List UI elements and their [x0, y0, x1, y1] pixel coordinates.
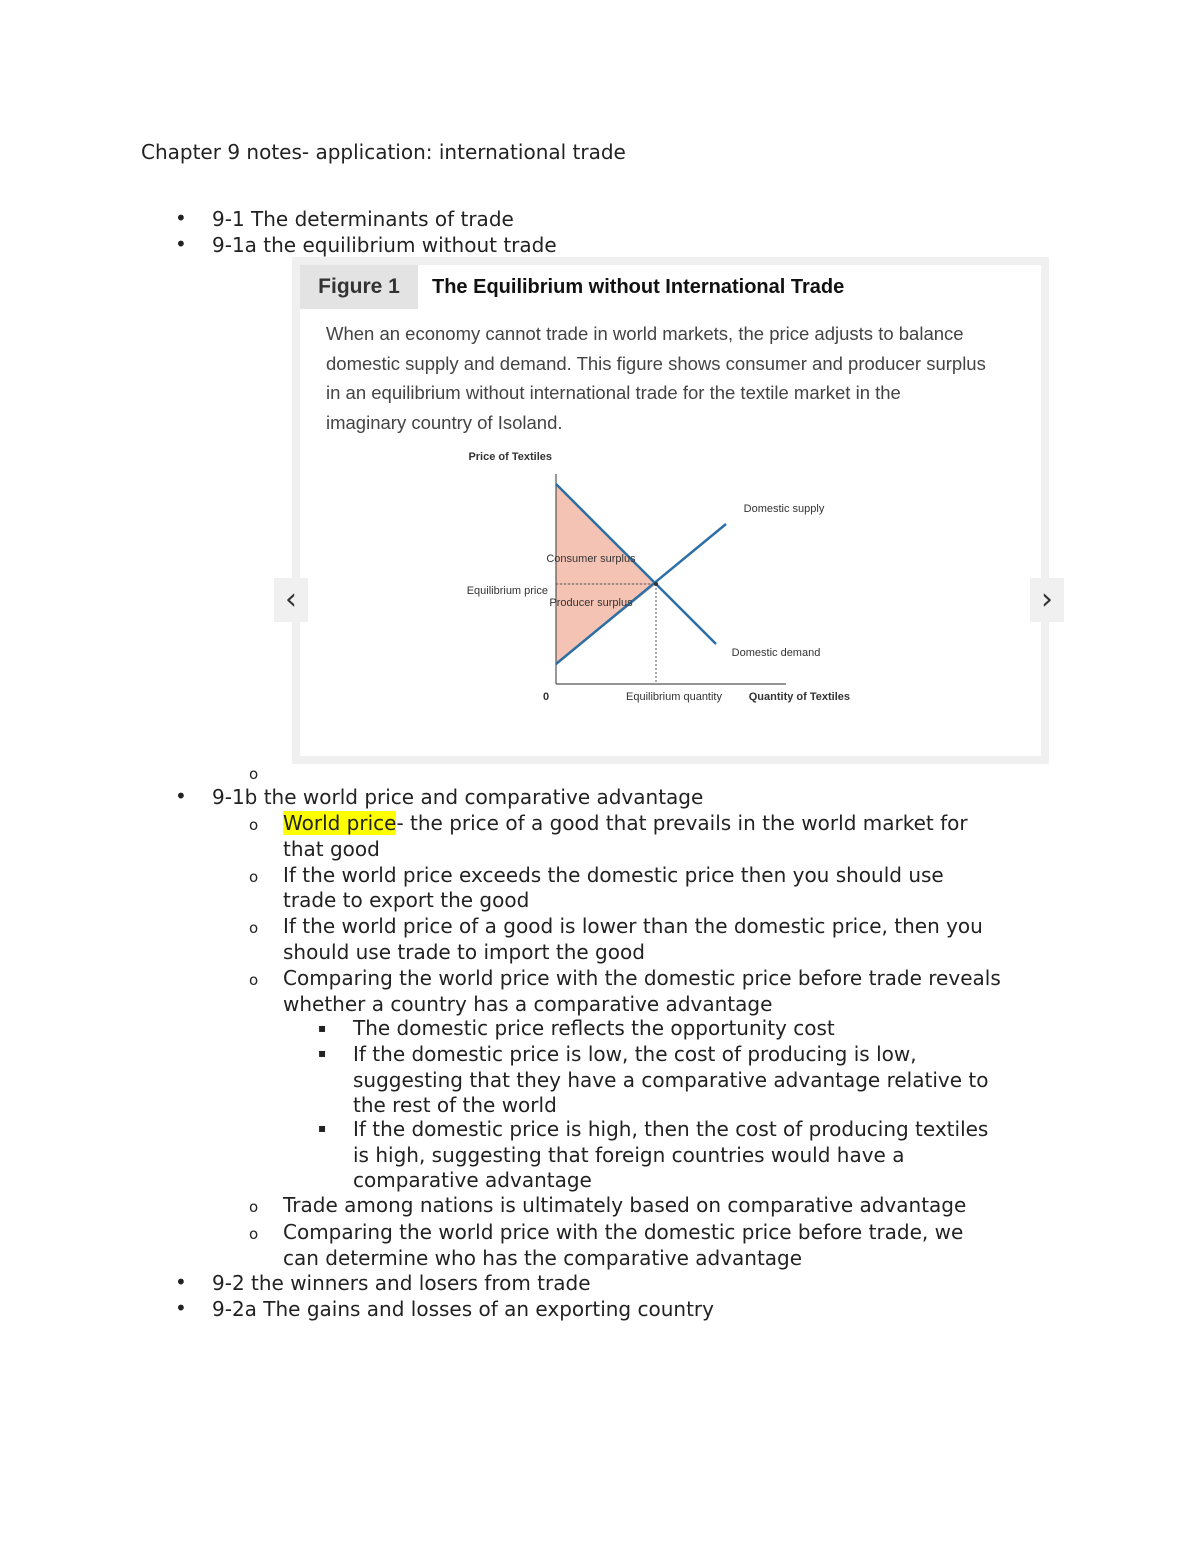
caption-line: in an equilibrium without international trade for the textile market in the: [326, 382, 901, 403]
list-item: World price- the price of a good that prevails in the world market for: [283, 811, 968, 835]
caption-line: imaginary country of Isoland.: [326, 411, 563, 433]
list-item-continuation: is high, suggesting that foreign countries would have a: [353, 1143, 905, 1167]
caption-line: domestic supply and demand. This figure shows consumer and producer surplus: [326, 352, 986, 374]
bullet-marker: •: [175, 1296, 187, 1320]
list-item: If the domestic price is low, the cost of producing is low,: [353, 1042, 917, 1066]
equilibrium-point: [654, 582, 658, 586]
page-title: Chapter 9 notes- application: international trade: [141, 140, 626, 164]
producer-surplus-label: Producer surplus: [549, 597, 633, 609]
previous-slide-button[interactable]: ‹: [274, 578, 308, 622]
list-item: If the world price of a good is lower than the domestic price, then you: [283, 914, 983, 938]
sub-bullet-marker: o: [249, 1198, 259, 1216]
sub-sub-bullet-marker: ▪: [318, 1021, 327, 1035]
list-item: 9-2a The gains and losses of an exporting country: [212, 1297, 714, 1321]
list-item: If the domestic price is high, then the cost of producing textiles: [353, 1117, 989, 1141]
list-item: 9-1a the equilibrium without trade: [212, 233, 557, 257]
sub-sub-bullet-marker: ▪: [318, 1046, 327, 1060]
consumer-surplus-label: Consumer surplus: [546, 553, 636, 565]
sub-bullet-marker: o: [249, 1225, 259, 1243]
sub-bullet-marker: o: [249, 919, 259, 937]
y-tick-label: Equilibrium price: [466, 585, 548, 597]
list-item: Trade among nations is ultimately based on comparative advantage: [283, 1193, 967, 1217]
list-item: If the world price exceeds the domestic price then you should use: [283, 863, 944, 887]
origin-label: 0: [542, 691, 550, 703]
bullet-marker: •: [175, 1270, 187, 1294]
supply-label: Domestic supply: [743, 503, 825, 515]
sub-bullet-marker: o: [249, 816, 259, 834]
sub-bullet-marker: o: [249, 971, 259, 989]
x-tick-label: Equilibrium quantity: [626, 691, 722, 703]
list-item: Comparing the world price with the domestic price before trade reveals: [283, 966, 1001, 990]
figure-caption: [326, 319, 1036, 437]
bullet-marker: •: [175, 206, 187, 230]
next-slide-button[interactable]: ›: [1030, 578, 1064, 622]
list-item-continuation: the rest of the world: [353, 1093, 557, 1117]
sub-bullet-marker: o: [249, 868, 259, 886]
bullet-marker: •: [175, 784, 187, 808]
list-item-continuation: trade to export the good: [283, 888, 530, 912]
list-item-continuation: whether a country has a comparative advantage: [283, 992, 773, 1016]
highlighted-term: World price: [283, 811, 397, 835]
bullet-marker: •: [175, 232, 187, 256]
list-item-continuation: can determine who has the comparative advantage: [283, 1246, 803, 1270]
list-item: The domestic price reflects the opportunity cost: [353, 1016, 835, 1040]
list-item-continuation: suggesting that they have a comparative advantage relative to: [353, 1068, 989, 1092]
figure-label: Figure 1: [300, 265, 418, 309]
list-item: 9-2 the winners and losers from trade: [212, 1271, 591, 1295]
demand-label: Domestic demand: [731, 647, 821, 659]
figure-title: The Equilibrium without International Trade: [432, 276, 845, 298]
list-item: Comparing the world price with the domestic price before trade, we: [283, 1220, 964, 1244]
x-axis-label: Quantity of Textiles: [748, 691, 850, 703]
caption-line: When an economy cannot trade in world markets, the price adjusts to balance: [326, 323, 964, 344]
list-item: 9-1b the world price and comparative advantage: [212, 785, 704, 809]
sub-sub-bullet-marker: ▪: [318, 1121, 327, 1135]
list-item-continuation: should use trade to import the good: [283, 940, 645, 964]
y-axis-label: Price of Textiles: [468, 451, 552, 463]
supply-demand-chart: [466, 440, 880, 740]
list-item: 9-1 The determinants of trade: [212, 207, 514, 231]
list-item-continuation: that good: [283, 837, 380, 861]
list-item-continuation: comparative advantage: [353, 1168, 592, 1192]
sub-bullet-marker: o: [249, 765, 259, 783]
